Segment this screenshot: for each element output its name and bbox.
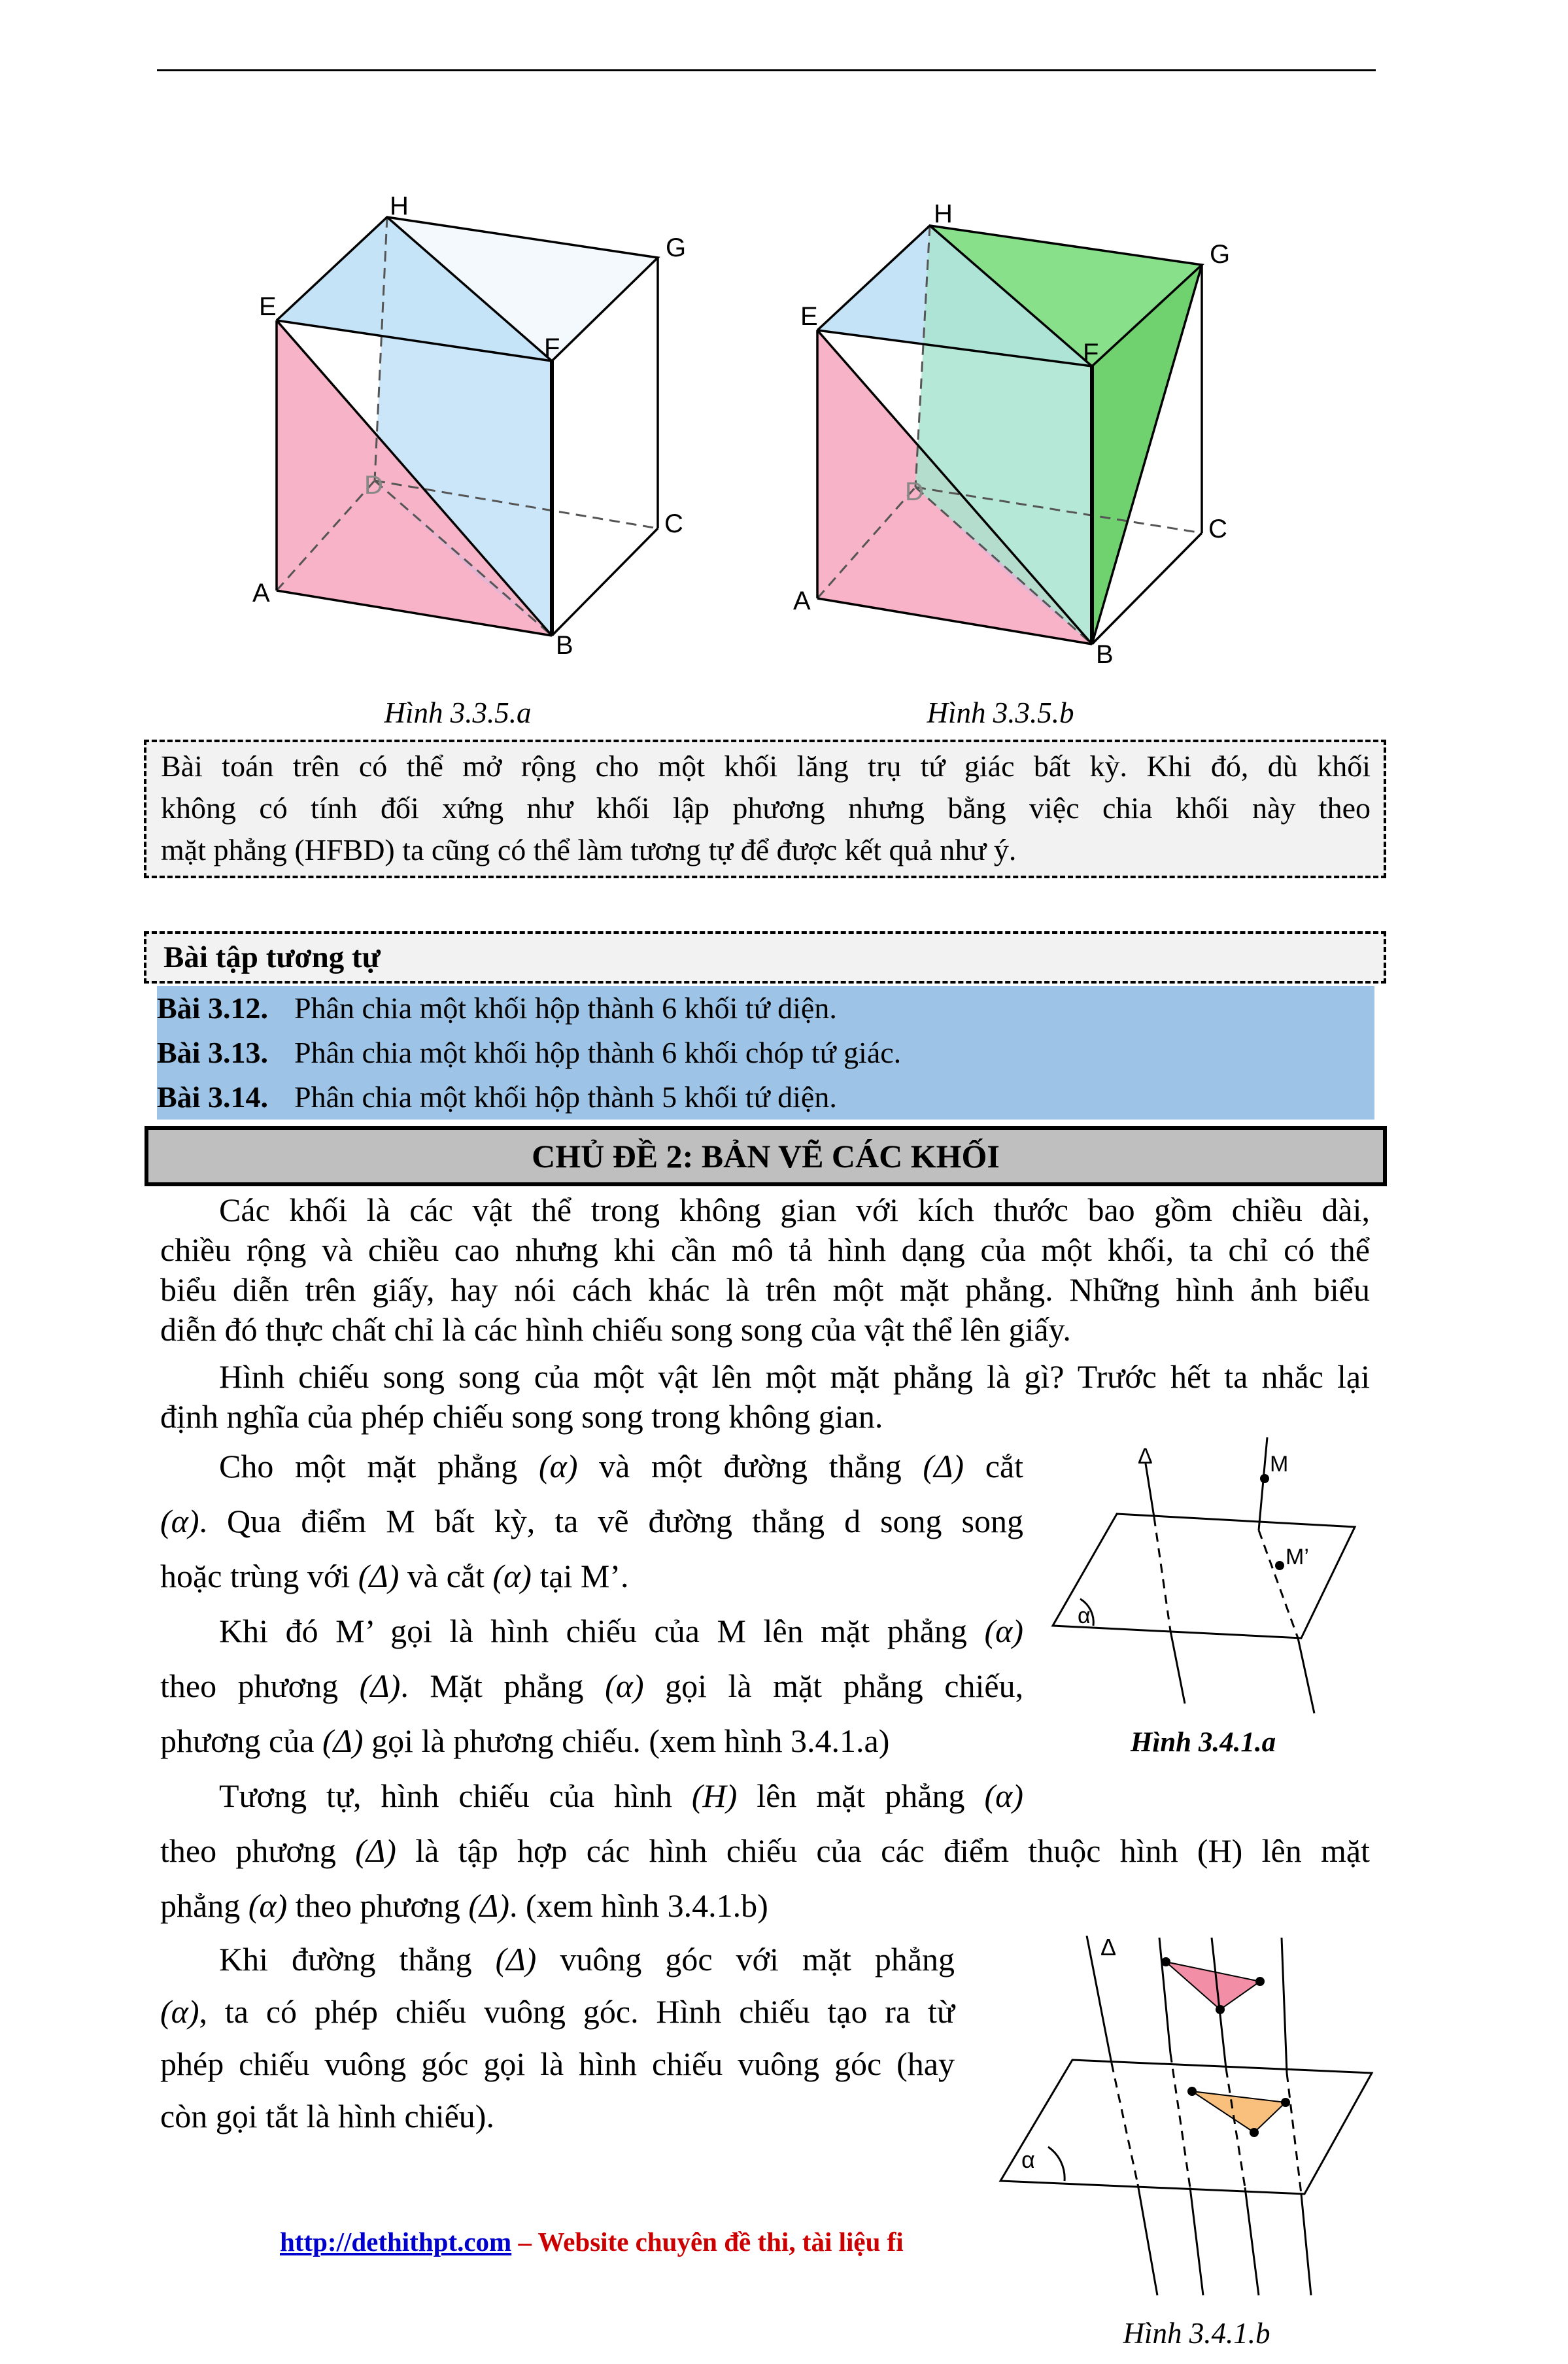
exercises-header: Bài tập tương tự <box>144 931 1386 984</box>
delta-symbol: (Δ) <box>359 1668 401 1704</box>
exercise-text: Phân chia một khối hộp thành 6 khối chóp tứ giác. <box>294 1036 902 1069</box>
alpha-symbol: (α) <box>160 1503 199 1539</box>
topic-title: CHỦ ĐỀ 2: BẢN VẼ CÁC KHỐI <box>145 1126 1387 1186</box>
alpha-symbol: (α) <box>538 1448 578 1484</box>
line-d-upper <box>1259 1437 1267 1530</box>
label-C: C <box>1208 515 1227 543</box>
delta-symbol: (Δ) <box>495 1941 537 1978</box>
alpha-symbol: (α) <box>605 1668 644 1704</box>
caption-3-3-5-a: Hình 3.3.5.a <box>384 696 532 729</box>
p5-line-2: theo phương (Δ) là tập hợp các hình chiếu của các điểm thuộc hình (H) lên mặt <box>160 1832 1370 1869</box>
delta-symbol: (Δ) <box>923 1448 964 1484</box>
plane-alpha <box>1053 1514 1355 1638</box>
label-H: H <box>934 199 953 228</box>
p5-line-3: phẳng (α) theo phương (Δ). (xem hình 3.4.1.b) <box>160 1887 768 1924</box>
paragraph-5 <box>160 1768 1370 1933</box>
delta-symbol: (Δ) <box>322 1722 364 1759</box>
label-G: G <box>666 233 687 262</box>
label-E: E <box>259 292 277 321</box>
label-A: A <box>793 587 811 615</box>
label-delta: Δ <box>1100 1936 1117 1961</box>
p6-line-1: Khi đường thẳng (Δ) vuông góc với mặt phẳng <box>219 1941 955 1978</box>
exercise-3-13 <box>157 1031 1374 1075</box>
figure-3-4-1-a <box>1046 1432 1373 1720</box>
label-H: H <box>390 192 409 220</box>
label-alpha: α <box>1078 1603 1091 1628</box>
label-D: D <box>905 477 924 506</box>
caption-3-4-1-a: Hình 3.4.1.a <box>1130 1727 1276 1758</box>
note-line-1: Bài toán trên có thể mở rộng cho một khối lăng trụ tứ giác bất kỳ. Khi đó, dù khối <box>161 749 1371 783</box>
p3-line-3: hoặc trùng với (Δ) và cắt (α) tại M’. <box>160 1558 629 1594</box>
delta-symbol: (Δ) <box>468 1887 510 1924</box>
label-G: G <box>1210 240 1231 269</box>
paragraph-1 <box>160 1190 1370 1350</box>
triangle-object-pink <box>1166 1962 1260 2010</box>
p1-line-2: chiều rộng và chiều cao nhưng khi cần mô tả hình dạng của một khối, ta chỉ có thể <box>160 1231 1370 1268</box>
p1-line-1: Các khối là các vật thể trong không gian với kích thước bao gồm chiều dài, <box>219 1191 1370 1228</box>
line-delta-lower <box>1170 1631 1185 1704</box>
point-M <box>1260 1474 1269 1483</box>
label-E: E <box>800 302 818 331</box>
exercise-number: Bài 3.14. <box>157 1080 268 1114</box>
line-delta-upper <box>1146 1464 1154 1517</box>
label-F: F <box>1083 339 1099 368</box>
p4-line-3: phương của (Δ) gọi là phương chiếu. (xem hình 3.4.1.a) <box>160 1722 890 1759</box>
footer-link[interactable]: http://dethithpt.com <box>280 2227 512 2257</box>
p2-line-1: Hình chiếu song song của một vật lên một mặt phẳng là gì? Trước hết ta nhắc lại <box>219 1358 1370 1395</box>
exercise-3-12 <box>157 986 1374 1031</box>
label-alpha: α <box>1021 2146 1035 2173</box>
delta-symbol: (Δ) <box>358 1558 400 1594</box>
p1-line-4: diễn đó thực chất chỉ là các hình chiếu song song của vật thể lên giấy. <box>160 1311 1071 1348</box>
delta-symbol: (Δ) <box>355 1832 396 1869</box>
alpha-symbol: (α) <box>984 1777 1024 1814</box>
alpha-symbol: (α) <box>160 1993 199 2030</box>
p2-line-2: định nghĩa của phép chiếu song song trong không gian. <box>160 1398 883 1435</box>
p4-line-1: Khi đó M’ gọi là hình chiếu của M lên mặt phẳng (α) <box>219 1613 1024 1649</box>
label-delta: Δ <box>1138 1444 1153 1469</box>
label-M: M <box>1270 1452 1289 1477</box>
label-A: A <box>252 579 270 608</box>
paragraph-3 <box>160 1439 1023 1603</box>
p6-line-4: còn gọi tắt là hình chiếu). <box>160 2098 494 2134</box>
p6-line-3: phép chiếu vuông góc gọi là hình chiếu vuông góc (hay <box>160 2046 955 2082</box>
paragraph-4 <box>160 1603 1023 1768</box>
exercise-3-14 <box>157 1075 1374 1120</box>
label-B: B <box>1096 640 1114 669</box>
p5-line-1: Tương tự, hình chiếu của hình (H) lên mặt phẳng (α) <box>219 1777 1024 1814</box>
note-text <box>161 745 1371 871</box>
p3-line-2: (α). Qua điểm M bất kỳ, ta vẽ đường thẳng d song song <box>160 1503 1023 1539</box>
figure-3-3-5-b <box>785 190 1255 680</box>
exercise-text: Phân chia một khối hộp thành 5 khối tứ diện. <box>294 1080 837 1114</box>
label-M-prime: M’ <box>1286 1545 1309 1569</box>
p6-line-2: (α), ta có phép chiếu vuông góc. Hình chiếu tạo ra từ <box>160 1993 955 2030</box>
p3-line-1: Cho một mặt phẳng (α) và một đường thẳng (Δ) cắt <box>219 1448 1024 1484</box>
note-line-2: không có tính đối xứng như khối lập phương nhưng bằng việc chia khối này theo <box>161 791 1371 825</box>
paragraph-2 <box>160 1357 1370 1437</box>
footer <box>280 2226 904 2257</box>
label-C: C <box>664 509 683 538</box>
plane-alpha <box>1000 2060 1372 2194</box>
label-D: D <box>364 471 383 500</box>
exercise-number: Bài 3.12. <box>157 991 268 1025</box>
caption-3-3-5-b: Hình 3.3.5.b <box>927 696 1074 729</box>
alpha-symbol: (α) <box>984 1613 1024 1649</box>
point-M-prime <box>1275 1561 1284 1570</box>
paragraph-6 <box>160 1933 955 2142</box>
alpha-symbol: (α) <box>248 1887 288 1924</box>
figure-3-3-5-a <box>248 190 706 674</box>
p1-line-3: biểu diễn trên giấy, hay nói cách khác là trên một mặt phẳng. Những hình ảnh biểu <box>160 1271 1370 1308</box>
exercise-text: Phân chia một khối hộp thành 6 khối tứ diện. <box>294 991 837 1025</box>
exercise-number: Bài 3.13. <box>157 1036 268 1069</box>
footer-text: – Website chuyên đề thi, tài liệu fi <box>511 2227 904 2257</box>
figure-3-4-1-b <box>994 1936 1399 2302</box>
caption-3-4-1-b: Hình 3.4.1.b <box>1123 2317 1270 2350</box>
line-d-lower <box>1298 1638 1314 1713</box>
label-F: F <box>544 334 560 362</box>
alpha-symbol: (α) <box>492 1558 532 1594</box>
label-B: B <box>556 631 573 660</box>
header-rule <box>157 69 1376 71</box>
p4-line-2: theo phương (Δ). Mặt phẳng (α) gọi là mặt phẳng chiếu, <box>160 1668 1024 1704</box>
note-line-3: mặt phẳng (HFBD) ta cũng có thể làm tương tự để được kết quả như ý. <box>161 833 1017 866</box>
